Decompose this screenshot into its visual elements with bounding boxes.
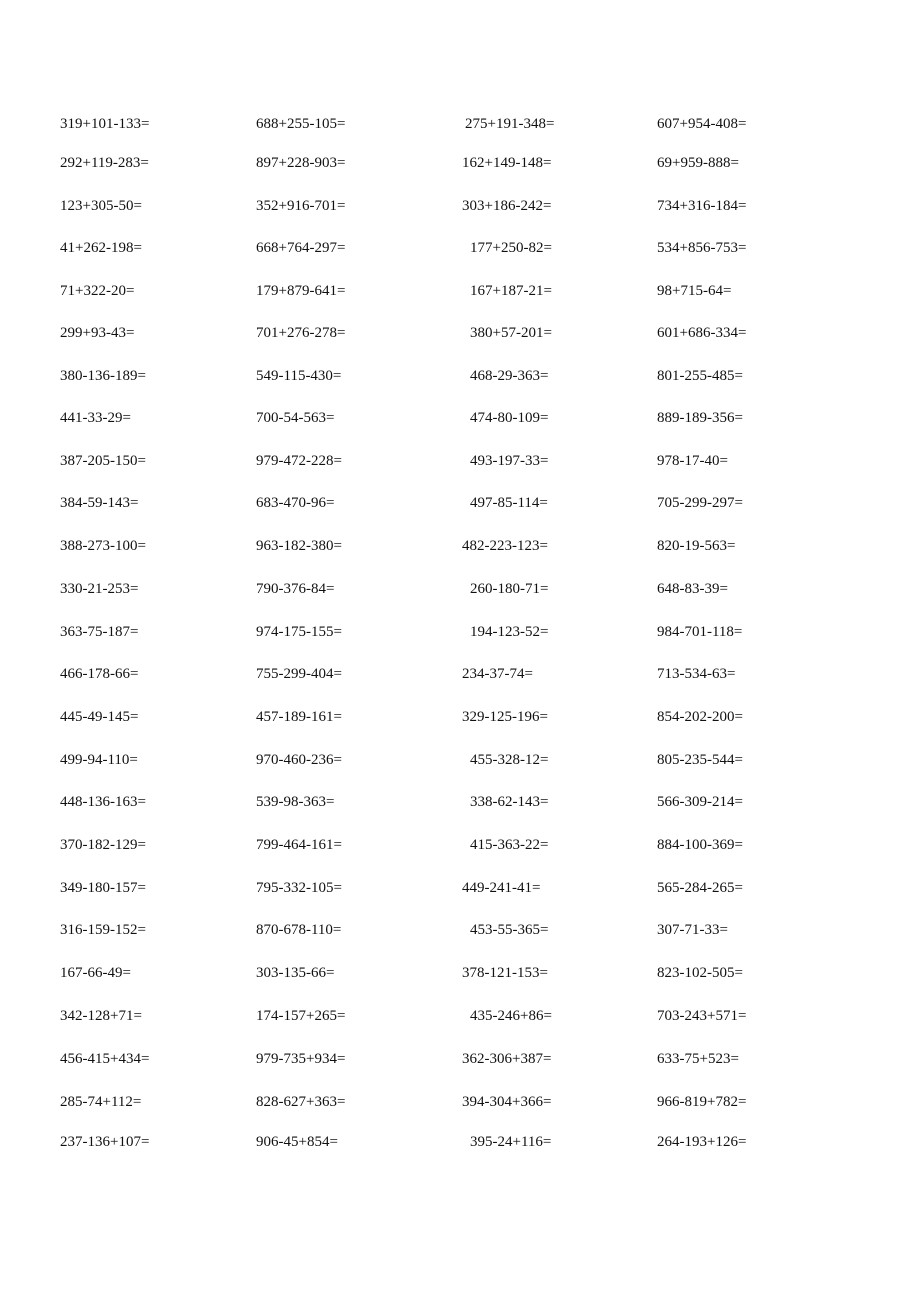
problem: 316-159-152= [60, 922, 146, 938]
problem-row [0, 918, 920, 942]
problem: 179+879-641= [256, 283, 346, 299]
problem: 237-136+107= [60, 1134, 150, 1150]
problem: 457-189-161= [256, 709, 342, 725]
problem: 352+916-701= [256, 198, 346, 214]
problem: 979-472-228= [256, 453, 342, 469]
problem-row [0, 876, 920, 900]
problem: 330-21-253= [60, 581, 139, 597]
problem-row [0, 364, 920, 388]
problem: 71+322-20= [60, 283, 135, 299]
problem: 303+186-242= [462, 198, 552, 214]
problem: 388-273-100= [60, 538, 146, 554]
problem: 705-299-297= [657, 495, 743, 511]
problem: 98+715-64= [657, 283, 732, 299]
problem: 978-17-40= [657, 453, 728, 469]
problem-row [0, 279, 920, 303]
problem: 565-284-265= [657, 880, 743, 896]
problem: 415-363-22= [470, 837, 549, 853]
problem-row [0, 194, 920, 218]
problem: 395-24+116= [470, 1134, 552, 1150]
problem: 177+250-82= [470, 240, 552, 256]
problem: 549-115-430= [256, 368, 342, 384]
problem-row [0, 534, 920, 558]
problem-row [0, 151, 920, 175]
problem: 828-627+363= [256, 1094, 346, 1110]
problem: 970-460-236= [256, 752, 342, 768]
problem: 349-180-157= [60, 880, 146, 896]
problem: 299+93-43= [60, 325, 135, 341]
problem: 455-328-12= [470, 752, 549, 768]
problem: 734+316-184= [657, 198, 747, 214]
problem: 755-299-404= [256, 666, 342, 682]
problem: 441-33-29= [60, 410, 131, 426]
problem: 338-62-143= [470, 794, 549, 810]
problem: 906-45+854= [256, 1134, 338, 1150]
problem-row [0, 577, 920, 601]
problem: 601+686-334= [657, 325, 747, 341]
problem: 539-98-363= [256, 794, 335, 810]
problem: 795-332-105= [256, 880, 342, 896]
problem: 700-54-563= [256, 410, 335, 426]
problem: 870-678-110= [256, 922, 342, 938]
problem: 897+228-903= [256, 155, 346, 171]
problem-row [0, 236, 920, 260]
problem: 370-182-129= [60, 837, 146, 853]
problem: 362-306+387= [462, 1051, 552, 1067]
problem: 648-83-39= [657, 581, 728, 597]
problem: 534+856-753= [657, 240, 747, 256]
problem: 701+276-278= [256, 325, 346, 341]
problem: 234-37-74= [462, 666, 533, 682]
problem: 974-175-155= [256, 624, 342, 640]
problem-row [0, 406, 920, 430]
problem: 380-136-189= [60, 368, 146, 384]
problem: 380+57-201= [470, 325, 552, 341]
problem: 448-136-163= [60, 794, 146, 810]
problem-row [0, 748, 920, 772]
problem: 307-71-33= [657, 922, 728, 938]
problem-row [0, 112, 920, 136]
problem: 790-376-84= [256, 581, 335, 597]
problem: 194-123-52= [470, 624, 549, 640]
problem: 823-102-505= [657, 965, 743, 981]
problem-row [0, 790, 920, 814]
problem-row [0, 620, 920, 644]
problem: 633-75+523= [657, 1051, 739, 1067]
problem: 688+255-105= [256, 116, 346, 132]
problem: 285-74+112= [60, 1094, 142, 1110]
problem-row [0, 321, 920, 345]
problem: 456-415+434= [60, 1051, 150, 1067]
problem: 260-180-71= [470, 581, 549, 597]
problem: 435-246+86= [470, 1008, 552, 1024]
problem: 445-49-145= [60, 709, 139, 725]
problem: 342-128+71= [60, 1008, 142, 1024]
problem: 474-80-109= [470, 410, 549, 426]
problem: 319+101-133= [60, 116, 150, 132]
problem-row [0, 491, 920, 515]
problem: 979-735+934= [256, 1051, 346, 1067]
problem: 607+954-408= [657, 116, 747, 132]
problem: 713-534-63= [657, 666, 736, 682]
problem-row [0, 1090, 920, 1114]
problem: 303-135-66= [256, 965, 335, 981]
problem: 167+187-21= [470, 283, 552, 299]
problem-row [0, 449, 920, 473]
problem: 820-19-563= [657, 538, 736, 554]
problem-row [0, 961, 920, 985]
problem: 167-66-49= [60, 965, 131, 981]
problem: 566-309-214= [657, 794, 743, 810]
problem-row [0, 1047, 920, 1071]
problem: 668+764-297= [256, 240, 346, 256]
problem: 69+959-888= [657, 155, 739, 171]
problem: 805-235-544= [657, 752, 743, 768]
problem: 264-193+126= [657, 1134, 747, 1150]
problem: 966-819+782= [657, 1094, 747, 1110]
problem: 449-241-41= [462, 880, 541, 896]
problem: 384-59-143= [60, 495, 139, 511]
problem: 162+149-148= [462, 155, 552, 171]
problem: 329-125-196= [462, 709, 548, 725]
problem: 363-75-187= [60, 624, 139, 640]
problem: 884-100-369= [657, 837, 743, 853]
problem: 683-470-96= [256, 495, 335, 511]
problem: 123+305-50= [60, 198, 142, 214]
problem: 889-189-356= [657, 410, 743, 426]
problem: 41+262-198= [60, 240, 142, 256]
problem-row [0, 1004, 920, 1028]
problem: 387-205-150= [60, 453, 146, 469]
problem: 799-464-161= [256, 837, 342, 853]
problem: 468-29-363= [470, 368, 549, 384]
problem: 275+191-348= [465, 116, 555, 132]
problem: 378-121-153= [462, 965, 548, 981]
problem: 292+119-283= [60, 155, 149, 171]
problem: 963-182-380= [256, 538, 342, 554]
problem: 801-255-485= [657, 368, 743, 384]
problem: 394-304+366= [462, 1094, 552, 1110]
problem: 497-85-114= [470, 495, 548, 511]
problem: 984-701-118= [657, 624, 743, 640]
problem: 453-55-365= [470, 922, 549, 938]
problem: 466-178-66= [60, 666, 139, 682]
problem: 854-202-200= [657, 709, 743, 725]
problem-row [0, 1130, 920, 1154]
problem-row [0, 833, 920, 857]
problem: 499-94-110= [60, 752, 138, 768]
problem: 174-157+265= [256, 1008, 346, 1024]
problem: 493-197-33= [470, 453, 549, 469]
problem-row [0, 705, 920, 729]
problem-row [0, 662, 920, 686]
problem: 703-243+571= [657, 1008, 747, 1024]
problem: 482-223-123= [462, 538, 548, 554]
